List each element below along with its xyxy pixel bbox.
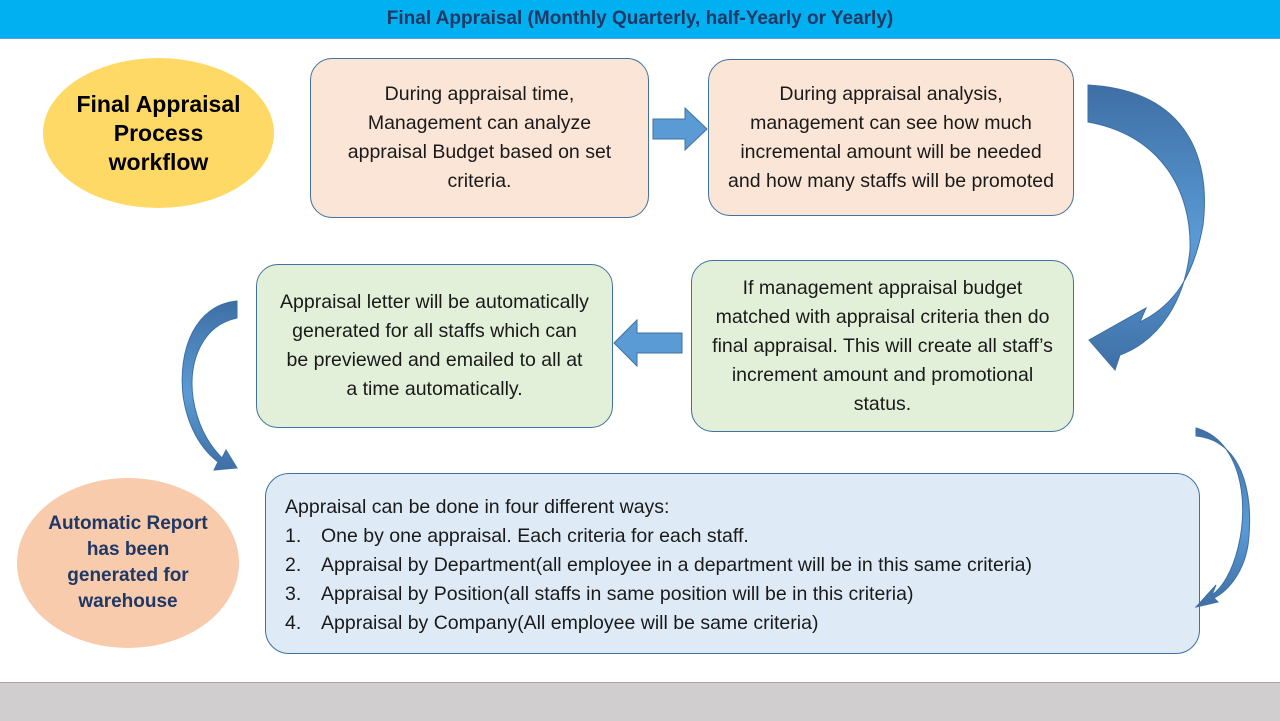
curved-arrow-icon: [182, 301, 237, 470]
list-item-text: Appraisal by Company(All employee will be same criteria): [321, 612, 819, 634]
list-item-number: 2.: [285, 554, 302, 576]
step-text-4: Appraisal letter will be automatically generated for all staffs which can be previewed and emailed to all at a time automatically.: [280, 291, 589, 400]
right-arrow-icon: [653, 108, 707, 150]
process-workflow-label: Final Appraisal Process workflow: [76, 90, 241, 175]
step-text-2: During appraisal analysis, management can see how much incremental amount will be needed and how many staffs will be promoted: [728, 82, 1054, 192]
list-item-text: Appraisal by Position(all staffs in same position will be in this criteria): [321, 583, 914, 605]
list-item-text: Appraisal by Department(all employee in a department will be in this same criteria): [321, 554, 1032, 576]
left-arrow-icon: [614, 320, 682, 366]
list-item-number: 4.: [285, 612, 302, 634]
automatic-report-label: Automatic Report has been generated for warehouse: [48, 513, 208, 612]
step-text-3: If management appraisal budget matched with appraisal criteria then do final appraisal. This will create all staff’s increment amount and promotional status.: [712, 276, 1053, 415]
list-item-number: 1.: [285, 525, 302, 547]
footer-bar: [0, 682, 1280, 721]
curved-arrow-icon: [1196, 428, 1250, 607]
list-item-number: 3.: [285, 583, 302, 605]
list-item-text: One by one appraisal. Each criteria for each staff.: [321, 525, 749, 547]
page-title: Final Appraisal (Monthly Quarterly, half-Yearly or Yearly): [0, 0, 1280, 39]
step-text-1: During appraisal time, Management can analyze appraisal Budget based on set criteria.: [347, 83, 612, 192]
curved-arrow-icon: [1088, 85, 1204, 370]
appraisal-ways-intro: Appraisal can be done in four different ways:: [285, 496, 670, 518]
